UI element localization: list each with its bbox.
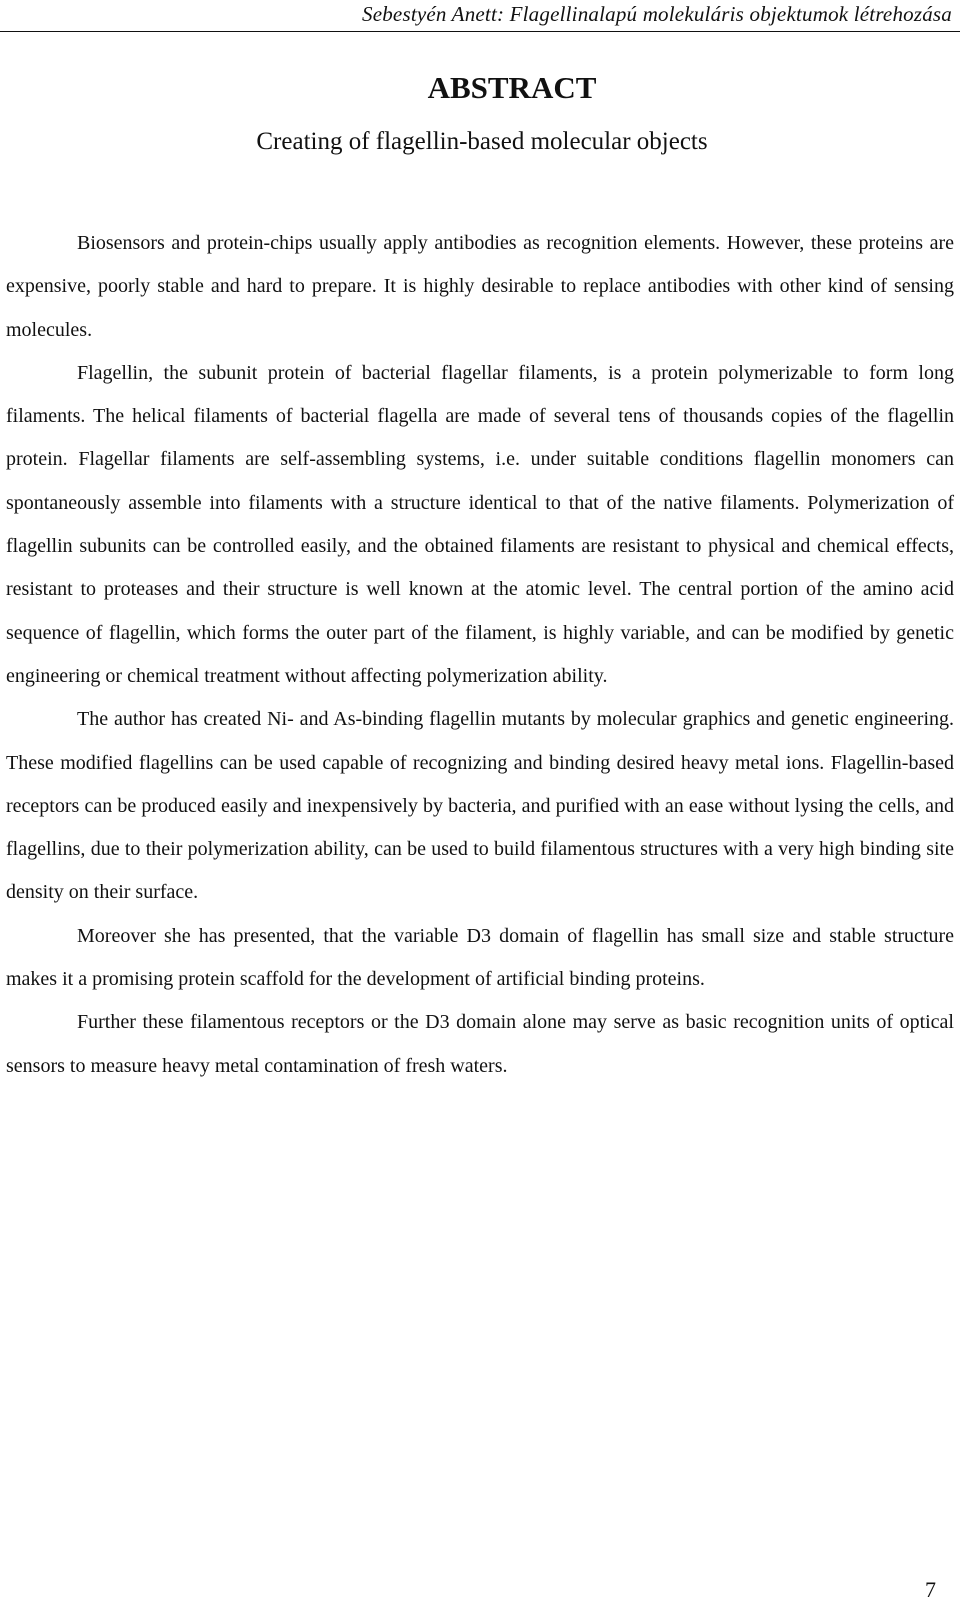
abstract-title: ABSTRACT (427, 70, 597, 105)
paragraph-1: Biosensors and protein-chips usually apply antibodies as recognition elements. However, these proteins are expensive, poorly stable and hard to prepare. It is highly desirable to replace antibodies with other kind of sensing molecules. (6, 232, 954, 341)
header-rule (0, 31, 960, 32)
running-header: Sebestyén Anett: Flagellinalapú molekuláris objektumok létrehozása (362, 2, 952, 26)
paragraph-5: Further these filamentous receptors or the D3 domain alone may serve as basic recognition units of optical sensors to measure heavy metal contamination of fresh waters. (6, 1011, 954, 1077)
paragraph-2: Flagellin, the subunit protein of bacterial flagellar filaments, is a protein polymerizable to form long filaments. The helical filaments of bacterial flagella are made of several tens of thousands copies of the flagellin protein. Flagellar filaments are self-assembling systems, i.e. under suitable conditions flagellin monomers can spontaneously assemble into filaments with a structure identical to that of the native filaments. Polymerization of flagellin subunits can be controlled easily, and the obtained filaments are resistant to physical and chemical effects, resistant to proteases and their structure is well known at the atomic level. The central portion of the amino acid sequence of flagellin, which forms the outer part of the filament, is highly variable, and can be modified by genetic engineering or chemical treatment without affecting polymerization ability. (6, 361, 954, 687)
abstract-body (6, 222, 954, 1088)
paragraph-4: Moreover she has presented, that the variable D3 domain of flagellin has small size and stable structure makes it a promising protein scaffold for the development of artificial binding proteins. (6, 924, 954, 991)
paragraph-3: The author has created Ni- and As-binding flagellin mutants by molecular graphics and genetic engineering. These modified flagellins can be used capable of recognizing and binding desired heavy metal ions. Flagellin-based receptors can be produced easily and inexpensively by bacteria, and purified with an ease without lysing the cells, and flagellins, due to their polymerization ability, can be used to build filamentous structures with a very high binding site density on their surface. (6, 708, 954, 904)
abstract-subtitle: Creating of flagellin-based molecular objects (256, 128, 708, 155)
page-number: 7 (925, 1577, 936, 1602)
